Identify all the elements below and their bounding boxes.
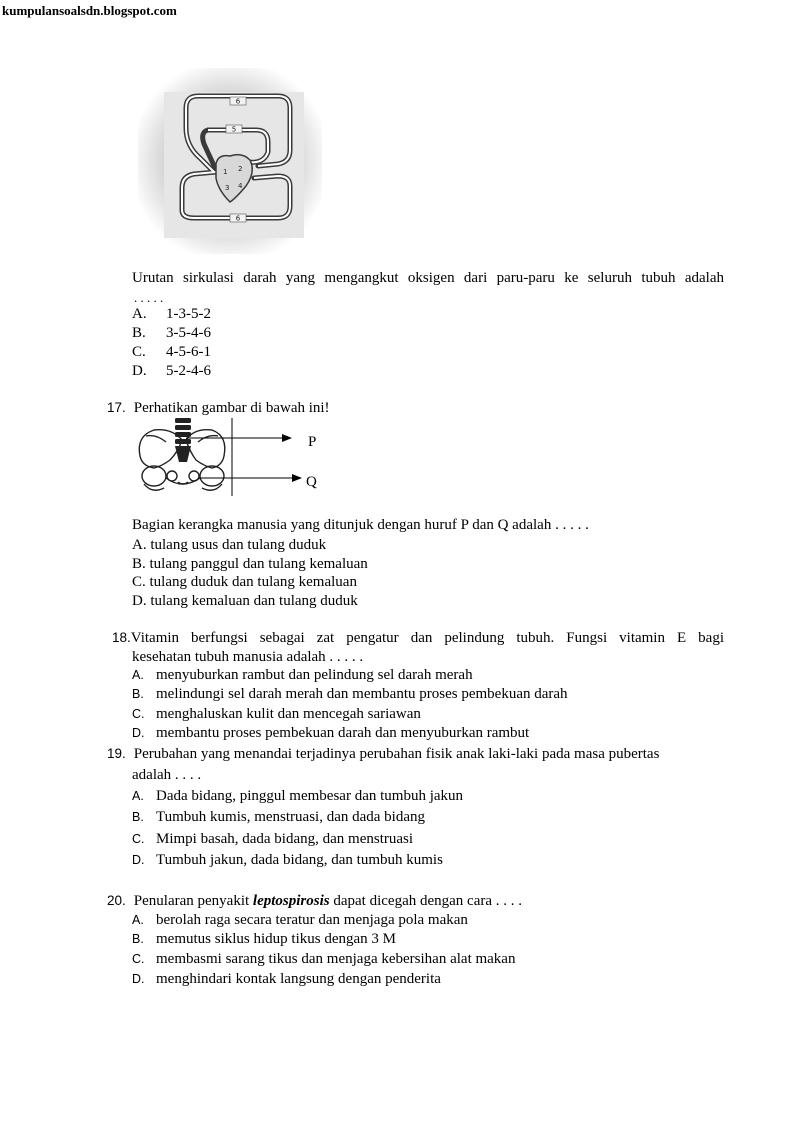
q16-stem: Urutan sirkulasi darah yang mengangkut oksigen dari paru-paru ke seluruh tubuh adalah [132,270,724,286]
q19-option-a[interactable]: A. Dada bidang, pinggul membesar dan tumbuh jakun [132,788,464,804]
q20-option-b[interactable]: B. memutus siklus hidup tikus dengan 3 M [132,931,396,947]
q18-number: 18. [112,630,131,645]
vertebra [175,418,191,423]
circulation-diagram [138,68,322,254]
q19-header [107,745,659,763]
q20-option-a[interactable]: A. berolah raga secara teratur dan menjaga pola makan [132,912,468,928]
q16-option-b[interactable]: B. 3-5-4-6 [132,325,211,341]
q19-stem-line2: adalah . . . . [132,767,202,783]
q18-header [112,630,724,647]
q17-option-c[interactable]: C. tulang duduk dan tulang kemaluan [132,574,357,590]
diagram-label-6-bottom: 6 [235,214,241,223]
site-header: kumpulansoalsdn.blogspot.com [2,3,177,18]
q20-option-c[interactable]: C. membasmi sarang tikus dan menjaga kebersihan alat makan [132,951,516,967]
q16-option-c[interactable]: C. 4-5-6-1 [132,344,211,360]
label-p: P [308,434,317,450]
q16-dots: . . . . . [134,290,164,305]
q19-option-b[interactable]: B. Tumbuh kumis, menstruasi, dan dada bidang [132,809,426,825]
q20-number: 20. [107,893,126,908]
q17-header [107,399,330,417]
q16-option-a[interactable]: A. 1-3-5-2 [132,306,211,322]
label-q: Q [306,474,317,490]
q18-option-d[interactable]: D. membantu proses pembekuan darah dan menyuburkan rambut [132,725,530,741]
q16-option-d[interactable]: D. 5-2-4-6 [132,363,211,379]
pelvis-diagram [132,418,332,496]
diagram-label-3: 3 [225,184,230,192]
q19-stem-line1: Perubahan yang menandai terjadinya perubahan fisik anak laki-laki pada masa pubertas [133,746,660,762]
q20-stem: Penularan penyakit leptospirosis dapat dicegah dengan cara . . . . [133,893,523,909]
q17-option-b[interactable]: B. tulang panggul dan tulang kemaluan [132,556,368,572]
q17-intro: Perhatikan gambar di bawah ini! [133,400,330,416]
left-hip-socket [142,466,166,486]
q20-stem-emphasis: leptospirosis [252,893,330,909]
q18-stem-line2: kesehatan tubuh manusia adalah . . . . . [132,649,364,665]
diagram-label-1: 1 [223,168,228,176]
arrow-q-head [292,474,302,482]
q17-stem: Bagian kerangka manusia yang ditunjuk dengan huruf P dan Q adalah . . . . . [132,517,589,533]
q17-option-d[interactable]: D. tulang kemaluan dan tulang duduk [132,593,358,609]
q17-number: 17. [107,400,126,415]
q20-header [107,892,522,910]
q18-option-a[interactable]: A. menyuburkan rambut dan pelindung sel darah merah [132,667,473,683]
q19-option-d[interactable]: D. Tumbuh jakun, dada bidang, dan tumbuh kumis [132,852,443,868]
diagram-label-6-top: 6 [235,97,241,106]
q19-option-c[interactable]: C. Mimpi basah, dada bidang, dan menstruasi [132,831,414,847]
right-iliac-bone [186,430,225,468]
pubic-bone [178,482,188,484]
right-hip-socket [200,466,224,486]
q17-option-a[interactable]: A. tulang usus dan tulang duduk [132,537,327,553]
q18-option-b[interactable]: B. melindungi sel darah merah dan membantu proses pembekuan darah [132,686,568,702]
diagram-label-4: 4 [238,182,243,190]
q18-stem-line1: Vitamin berfungsi sebagai zat pengatur dan pelindung tubuh. Fungsi vitamin E bagi [130,630,724,646]
diagram-label-2: 2 [238,165,243,173]
diagram-label-5: 5 [231,125,237,134]
arrow-p-head [282,434,292,442]
q20-option-d[interactable]: D. menghindari kontak langsung dengan penderita [132,971,441,987]
q18-option-c[interactable]: C. menghaluskan kulit dan mencegah sariawan [132,706,421,722]
sacrum [175,446,191,462]
q19-number: 19. [107,746,126,761]
